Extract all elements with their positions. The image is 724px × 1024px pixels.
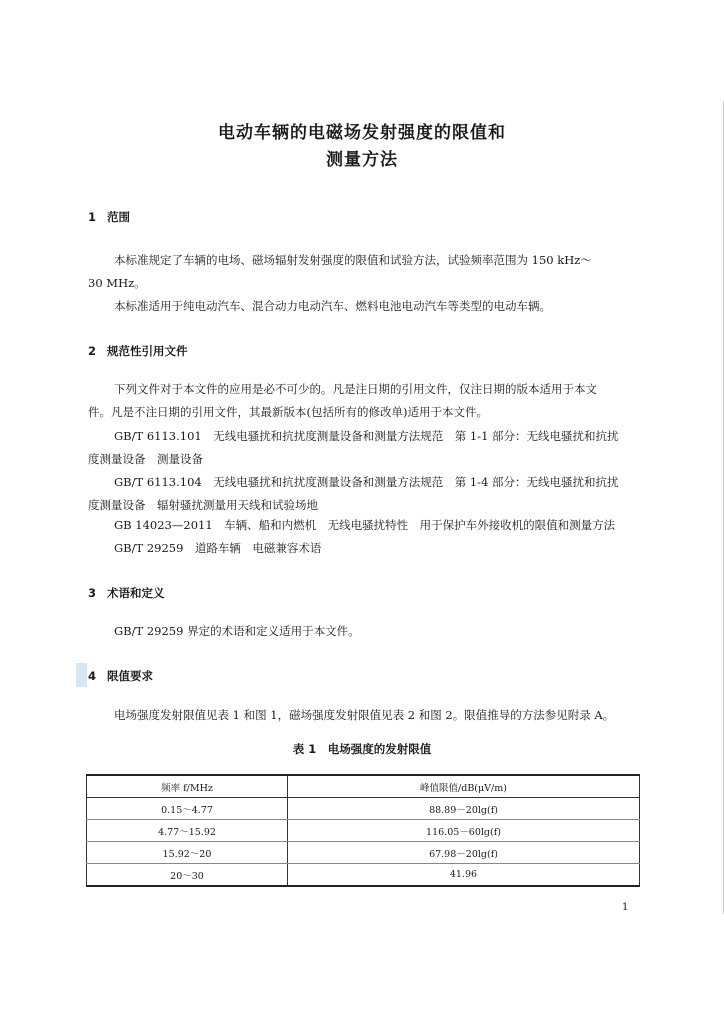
limit-cell: 41.96 — [288, 864, 640, 887]
paragraph-line: 本标准适用于纯电动汽车、混合动力电动汽车、燃料电池电动汽车等类型的电动车辆。 — [114, 299, 551, 313]
frequency-cell: 15.92～20 — [87, 842, 288, 864]
reference-line: GB/T 6113.101 无线电骚扰和抗扰度测量设备和测量方法规范 第 1-1 部分：无线电骚扰和抗扰 — [114, 429, 619, 443]
section-1-heading — [88, 209, 130, 225]
document-title-line-2: 测量方法 — [326, 150, 398, 170]
column-header-peak-limit: 峰值限值/dB(μV/m) — [288, 775, 640, 798]
section-3-heading — [88, 585, 165, 601]
section-highlight-marker — [76, 663, 87, 687]
section-number: 3 — [88, 586, 97, 600]
section-title: 限值要求 — [107, 669, 153, 683]
limit-cell: 116.05－60lg(f) — [288, 820, 640, 842]
paragraph-line: GB/T 29259 界定的术语和定义适用于本文件。 — [114, 624, 360, 638]
section-2-heading — [88, 343, 188, 359]
frequency-cell: 4.77～15.92 — [87, 820, 288, 842]
document-title-line-1: 电动车辆的电磁场发射强度的限值和 — [218, 123, 506, 143]
section-4-heading — [88, 668, 153, 684]
table-row — [87, 798, 640, 820]
section-title: 规范性引用文件 — [107, 344, 188, 358]
reference-line: 度测量设备 辐射骚扰测量用天线和试验场地 — [88, 498, 318, 512]
section-number: 1 — [88, 210, 97, 224]
paragraph-line: 下列文件对于本文件的应用是必不可少的。凡是注日期的引用文件，仅注日期的版本适用于本文 — [114, 382, 597, 396]
reference-line: GB/T 6113.104 无线电骚扰和抗扰度测量设备和测量方法规范 第 1-4 部分：无线电骚扰和抗扰 — [114, 475, 619, 489]
section-title: 范围 — [107, 210, 130, 224]
table-header-row — [87, 775, 640, 798]
reference-line: 度测量设备 测量设备 — [88, 452, 203, 466]
table-row — [87, 820, 640, 842]
table-caption: 表 1 电场强度的发射限值 — [292, 742, 432, 756]
table-row — [87, 842, 640, 864]
section-number: 4 — [88, 669, 97, 683]
frequency-cell: 0.15～4.77 — [87, 798, 288, 820]
paragraph-line: 件。凡是不注日期的引用文件，其最新版本(包括所有的修改单)适用于本文件。 — [88, 405, 488, 419]
paragraph-line: 电场强度发射限值见表 1 和图 1，磁场强度发射限值见表 2 和图 2。限值推导的方法参见附录 A。 — [114, 708, 615, 722]
section-title: 术语和定义 — [107, 586, 165, 600]
reference-line: GB 14023—2011 车辆、船和内燃机 无线电骚扰特性 用于保护车外接收机的限值和测量方法 — [114, 518, 616, 532]
limit-cell: 88.89－20lg(f) — [288, 798, 640, 820]
column-header-frequency: 频率 f/MHz — [87, 775, 288, 798]
section-number: 2 — [88, 344, 97, 358]
frequency-cell: 20～30 — [87, 864, 288, 887]
paragraph-line: 本标准规定了车辆的电场、磁场辐射发射强度的限值和试验方法，试验频率范围为 150 kHz～ — [114, 253, 592, 267]
page-number: 1 — [622, 902, 629, 913]
reference-line: GB/T 29259 道路车辆 电磁兼容术语 — [114, 541, 322, 555]
limit-cell: 67.98－20lg(f) — [288, 842, 640, 864]
paragraph-line: 30 MHz。 — [88, 276, 146, 290]
emission-limits-table — [86, 774, 640, 887]
table-row — [87, 864, 640, 887]
